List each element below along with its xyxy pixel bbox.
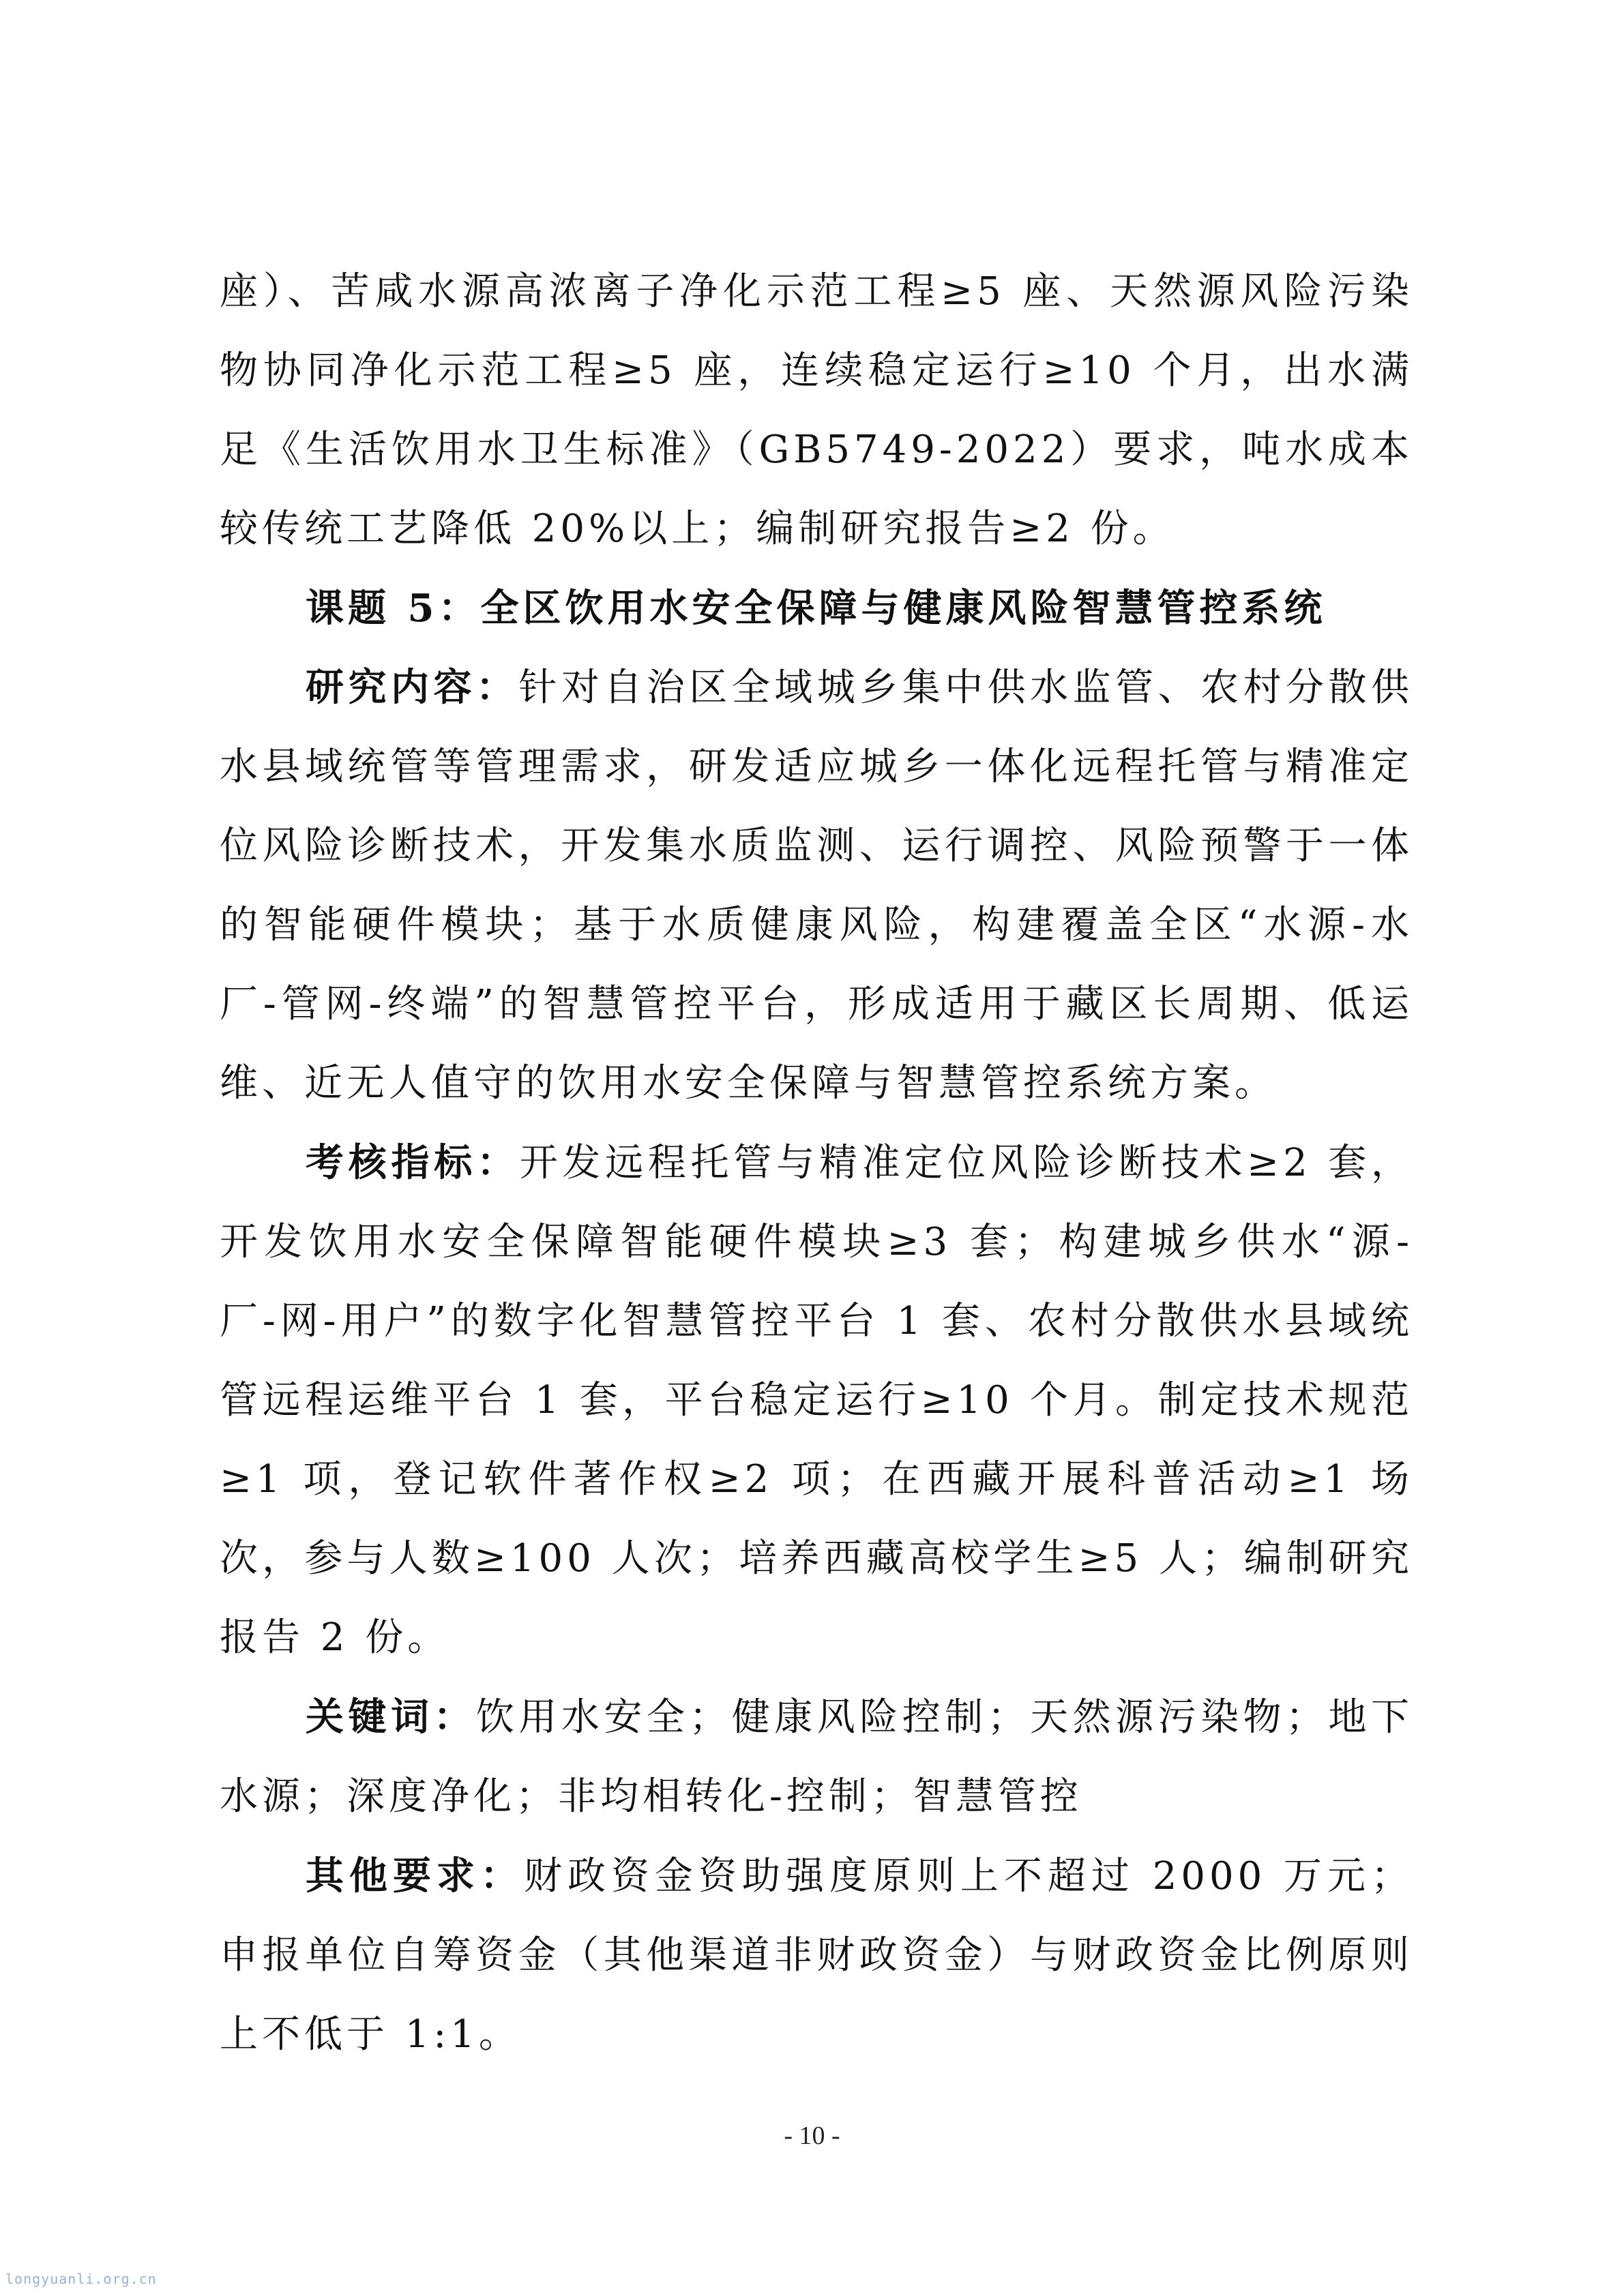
section-heading: 课题 5：全区饮用水安全保障与健康风险智慧管控系统: [306, 586, 1327, 631]
assessment-label: 考核指标：: [306, 1140, 520, 1185]
research-content-label: 研究内容：: [306, 665, 519, 710]
source-watermark: longyuanli.org.cn: [5, 2271, 157, 2287]
document-body: [220, 252, 1413, 2074]
keywords-text: 饮用水安全；健康风险控制；天然源污染物；地下水源；深度净化；非均相转化-控制；智慧管控: [220, 1695, 1414, 1819]
research-content-text: 针对自治区全域城乡集中供水监管、农村分散供水县域统管等管理需求，研发适应城乡一体化远程托管与精准定位风险诊断技术，开发集水质监测、运行调控、风险预警于一体的智能硬件模块；基于水质健康风险，构建覆盖全区“水源-水厂-管网-终端”的智慧管控平台，形成适用于藏区长周期、低运维、近无人值守的饮用水安全保障与智慧管控系统方案。: [220, 666, 1414, 1105]
keywords-paragraph: [220, 1678, 1413, 1836]
page-number: - 10 -: [784, 2121, 840, 2150]
other-requirements-text: 财政资金资助强度原则上不超过 2000 万元；申报单位自筹资金（其他渠道非财政资金）与财政资金比例原则上不低于 1:1。: [220, 1854, 1414, 2057]
research-content-paragraph: [220, 648, 1413, 1123]
continuation-paragraph: 座）、苦咸水源高浓离子净化示范工程≥5 座、天然源风险污染物协同净化示范工程≥5 座，连续稳定运行≥10 个月，出水满足《生活饮用水卫生标准》（GB5749-2022）要求，吨水成本较传统工艺降低 20%以上；编制研究报告≥2 份。: [220, 269, 1413, 551]
other-requirements-paragraph: [220, 1836, 1413, 2074]
assessment-text: 开发远程托管与精准定位风险诊断技术≥2 套，开发饮用水安全保障智能硬件模块≥3 套；构建城乡供水“源-厂-网-用户”的数字化智慧管控平台 1 套、农村分散供水县域统管远程运维平台 1 套，平台稳定运行≥10 个月。制定技术规范≥1 项，登记软件著作权≥2 项；在西藏开展科普活动≥1 场次，参与人数≥100 人次；培养西藏高校学生≥5 人；编制研究报告 2 份。: [220, 1141, 1414, 1660]
keywords-label: 关键词：: [306, 1695, 476, 1740]
assessment-paragraph: [220, 1123, 1413, 1678]
other-requirements-label: 其他要求：: [306, 1853, 524, 1898]
